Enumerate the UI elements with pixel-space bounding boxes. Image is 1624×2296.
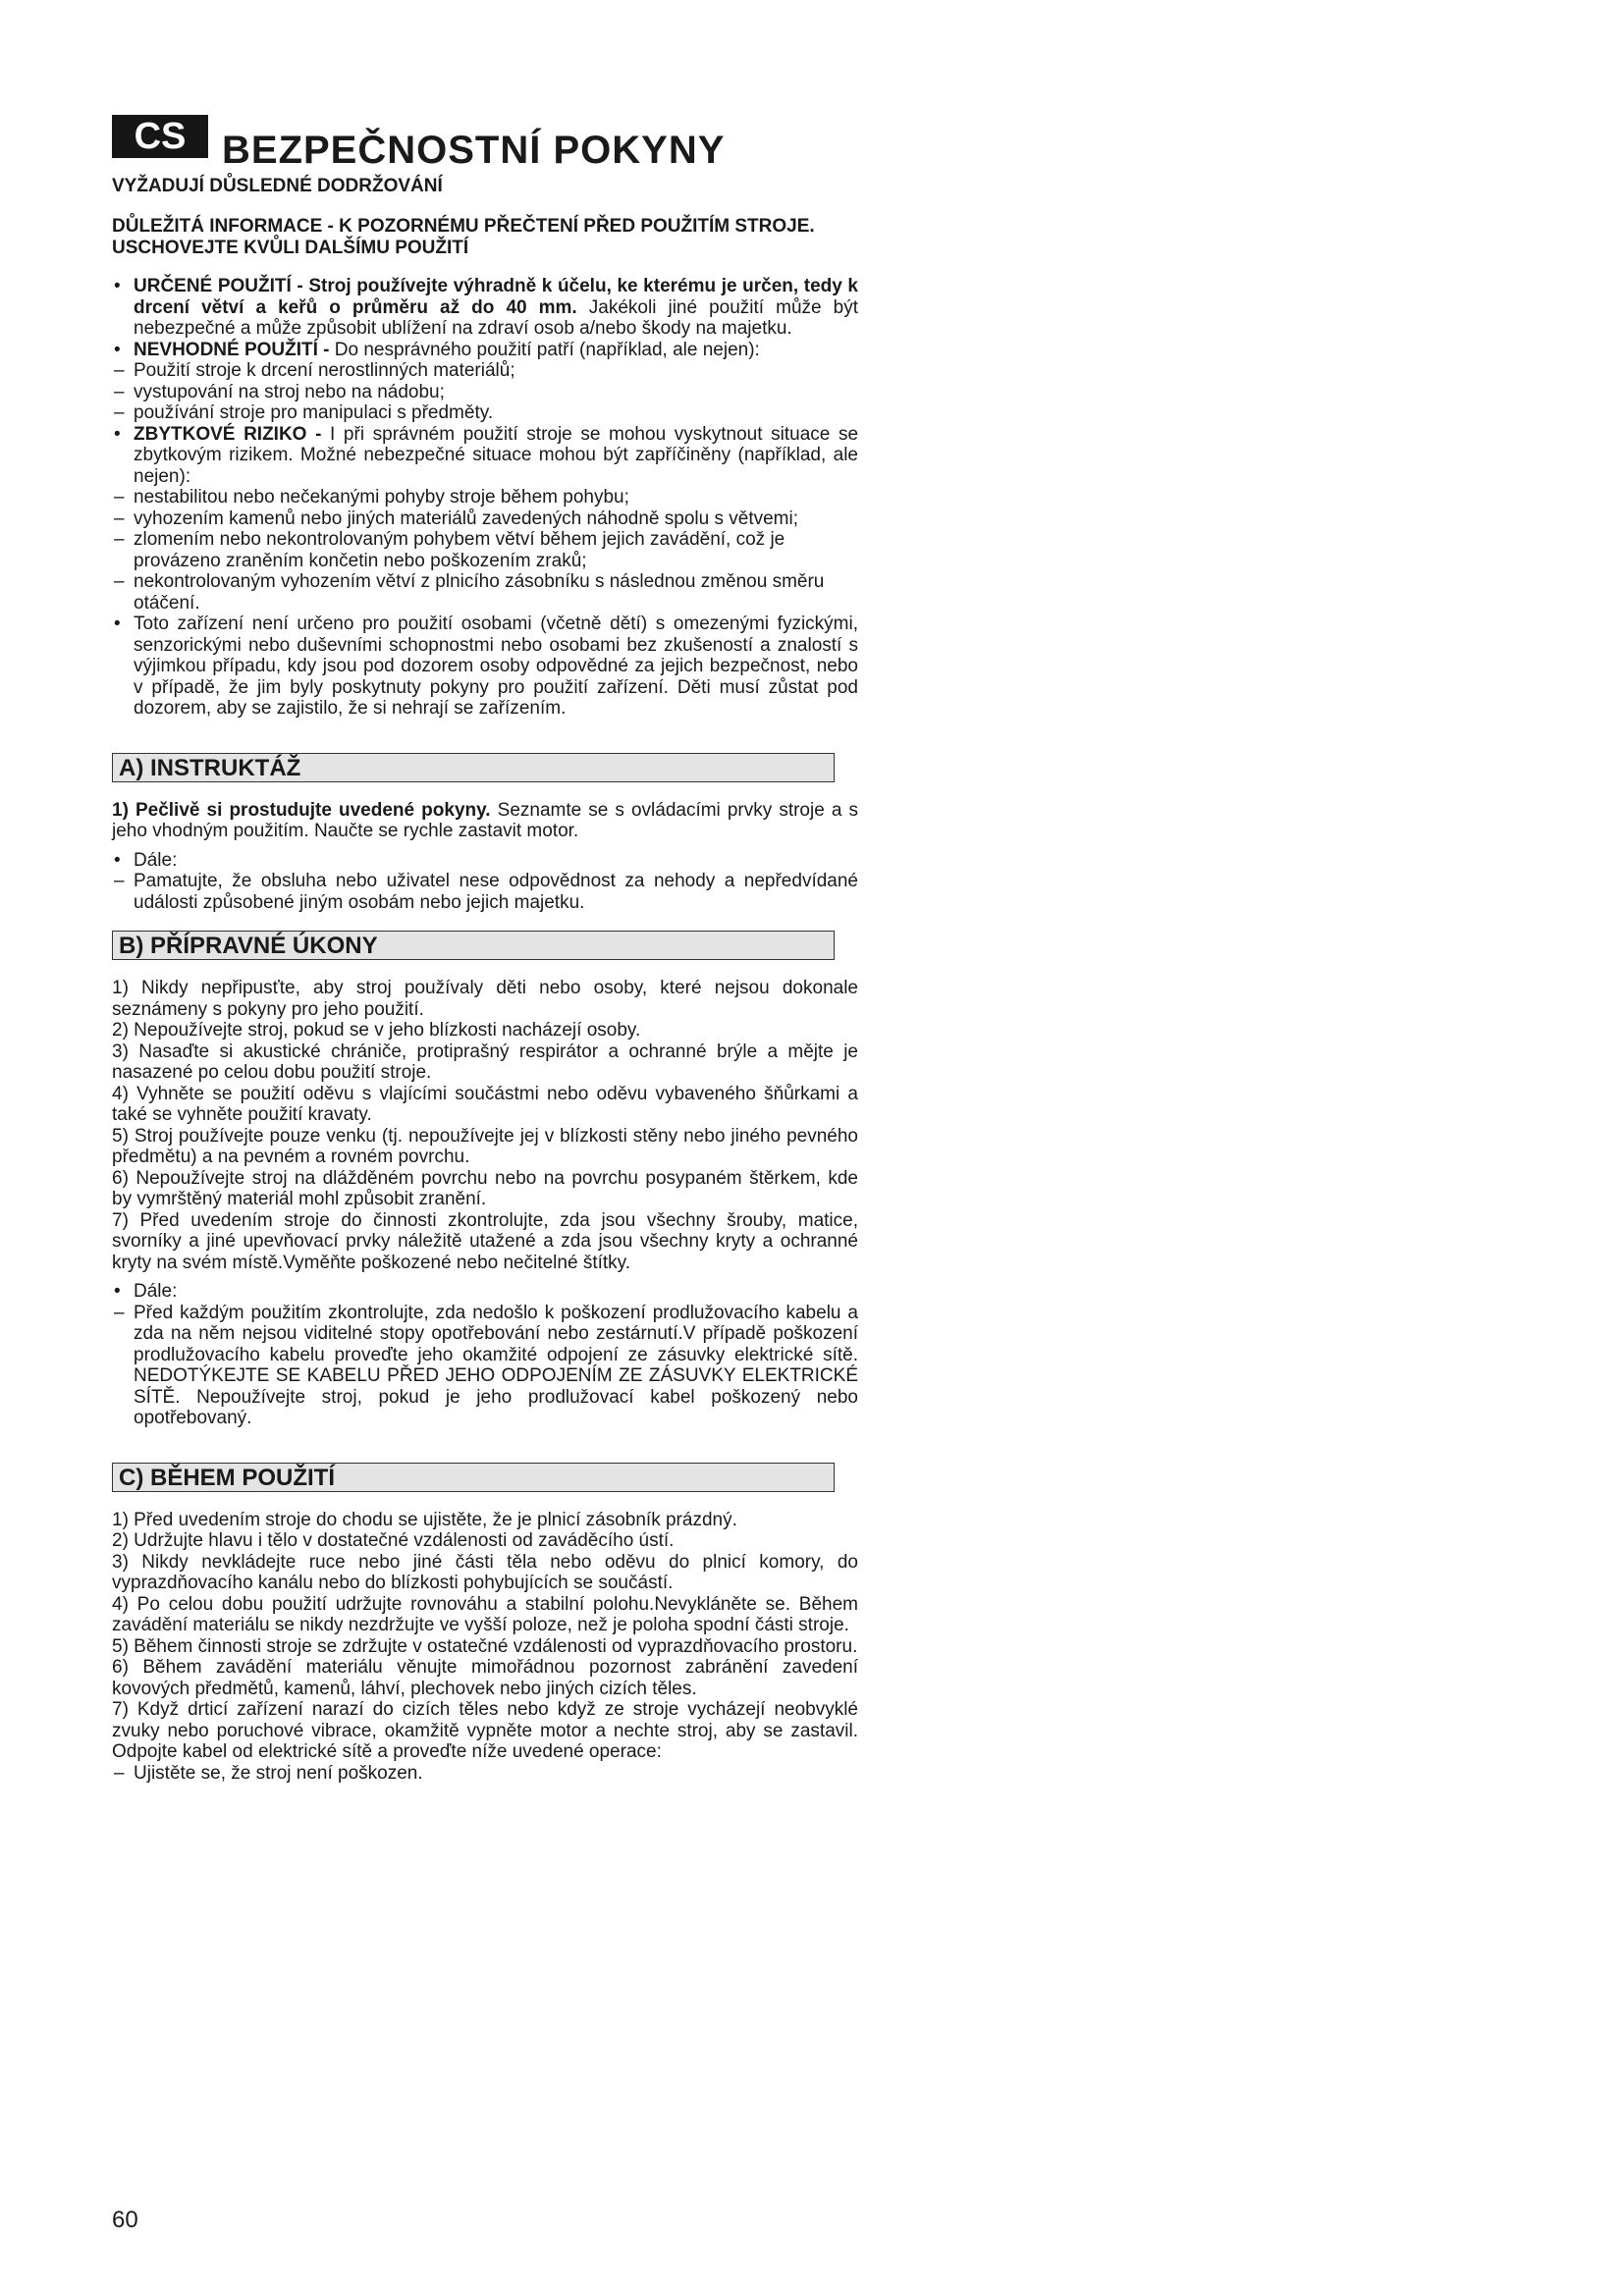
document-subtitle: VYŽADUJÍ DŮSLEDNÉ DODRŽOVÁNÍ [112, 176, 443, 196]
numbered-item: 7) Před uvedením stroje do činnosti zkontrolujte, zda jsou všechny šrouby, matice, svorníky a jiné upevňovací prvky náležitě utažené a zda jsou všechny kryty a ochranné kryty na svém místě.Vyměňte poškozené nebo nečitelné štítky. [112, 1209, 858, 1273]
numbered-item: 1) Nikdy nepřipusťte, aby stroj používaly děti nebo osoby, které nejsou dokonale seznámeny s pokyny pro jeho použití. [112, 978, 858, 1020]
residual-risk-text: I při správném použití stroje se mohou vyskytnout situace se zbytkovým rizikem. Možné nebezpečné situace mohou být zapříčiněny (například, ale nejen): [134, 423, 859, 487]
numbered-item: 5) Během činnosti stroje se zdržujte v ostatečné vzdálenosti od vyprazdňovacího prostoru. [112, 1635, 858, 1657]
section-heading-a: A) INSTRUKTÁŽ [112, 753, 835, 782]
page-number: 60 [112, 2207, 138, 2233]
numbered-item: 4) Po celou dobu použití udržujte rovnováhu a stabilní polohu.Nevykláněte se. Během zavádění materiálu se nikdy nezdržujte ve vyšší poloze, než je poloha spodní části stroje. [112, 1593, 858, 1635]
list-item: – nestabilitou nebo nečekanými pohyby stroje během pohybu; [112, 487, 858, 508]
list-item: – vystupování na stroj nebo na nádobu; [112, 382, 858, 403]
instruction-paragraph [112, 800, 858, 842]
residual-risk-label: ZBYTKOVÉ RIZIKO - [134, 423, 322, 445]
list-item: – Použití stroje k drcení nerostlinných materiálů; [112, 360, 858, 382]
instruction-bold: 1) Pečlivě si prostudujte uvedené pokyny. [112, 799, 491, 821]
further-label: • Dále: [112, 1281, 858, 1303]
list-item: – vyhozením kamenů nebo jiných materiálů zavedených náhodně spolu s větvemi; [112, 508, 858, 530]
section-heading-b: B) PŘÍPRAVNÉ ÚKONY [112, 931, 835, 960]
intended-use-bold: Stroj používejte výhradně k účelu, ke kterému je určen, tedy k drcení větví a keřů o průměru až do 40 mm. [134, 276, 858, 318]
cable-check-text: Před každým použitím zkontrolujte, zda nedošlo k poškození prodlužovacího kabelu a zda na něm nejsou viditelné stopy opotřebování nebo zestárnutí.V případě poškození prodlužovacího kabelu proveďte jeho okamžité odpojení ze zásuvky elektrické sítě. [134, 1302, 858, 1365]
document-title: BEZPEČNOSTNÍ POKYNY [222, 129, 726, 172]
cable-warning-caps: NEDOTÝKEJTE SE KABELU PŘED JEHO ODPOJENÍM ZE ZÁSUVKY ELEKTRICKÉ SÍTĚ. [134, 1365, 858, 1408]
numbered-item: 1) Před uvedením stroje do chodu se ujistěte, že je plnicí zásobník prázdný. [112, 1509, 737, 1530]
cable-check-text-end: Nepoužívejte stroj, pokud je jeho prodlužovací kabel poškozený nebo opotřebovaný. [134, 1386, 858, 1428]
improper-use-text: Do nesprávného použití patří (například, ale nejen): [334, 339, 760, 360]
intended-use-item [112, 276, 858, 340]
numbered-item: 5) Stroj používejte pouze venku (tj. nepoužívejte jej v blízkosti stěny nebo jiného pevného předmětu) a na pevném a rovném povrchu. [112, 1125, 858, 1167]
numbered-item: 7) Když drticí zařízení narazí do cizích těles nebo když ze stroje vycházejí neobvyklé zvuky nebo poruchové vibrace, okamžitě vypněte motor a nechte stroj, aby se zastavil. Odpojte kabel od elektrické sítě a proveďte níže uvedené operace: [112, 1699, 858, 1762]
instruction-text: Seznamte se s ovládacími prvky stroje a s jeho vhodným použitím. Naučte se rychle zastavit motor. [112, 799, 858, 841]
further-label: • Dále: [112, 850, 858, 872]
improper-use-label: NEVHODNÉ POUŽITÍ - [134, 339, 330, 360]
numbered-item: 2) Nepoužívejte stroj, pokud se v jeho blízkosti nacházejí osoby. [112, 1020, 641, 1041]
residual-risk-item [112, 424, 858, 488]
page-header [112, 115, 866, 196]
list-item: – používání stroje pro manipulaci s předměty. [112, 402, 858, 424]
list-item: – zlomením nebo nekontrolovaným pohybem větví během jejich zavádění, což je provázeno zraněním končetin nebo poškozením zraků; [112, 529, 858, 571]
list-item [112, 1303, 858, 1429]
intended-use-label: URČENÉ POUŽITÍ - [134, 276, 303, 296]
left-body [112, 216, 858, 1784]
numbered-item: 6) Během zavádění materiálu věnujte mimořádnou pozornost zabránění zavedení kovových předmětů, kamenů, láhví, plechovek nebo jiných cizích těles. [112, 1657, 858, 1699]
numbered-item: 6) Nepoužívejte stroj na dlážděném povrchu nebo na povrchu posypaném štěrkem, kde by vymrštěný materiál mohl způsobit zranění. [112, 1167, 858, 1209]
intended-use-text: Jakékoli jiné použití může být nebezpečné a může způsobit ublížení na zdraví osob a/nebo škody na majetku. [134, 296, 859, 339]
important-notice: DŮLEŽITÁ INFORMACE - K POZORNÉMU PŘEČTENÍ PŘED POUŽITÍM STROJE. USCHOVEJTE KVŮLI DALŠÍMU POUŽITÍ [112, 216, 815, 258]
numbered-item: 2) Udržujte hlavu i tělo v dostatečné vzdálenosti od zaváděcího ústí. [112, 1530, 675, 1551]
numbered-item: 3) Nasaďte si akustické chrániče, protiprašný respirátor a ochranné brýle a mějte je nasazené po celou dobu použití stroje. [112, 1041, 858, 1083]
language-badge: CS [112, 115, 208, 158]
section-heading-c: C) BĚHEM POUŽITÍ [112, 1463, 835, 1492]
list-item: – Ujistěte se, že stroj není poškozen. [112, 1763, 858, 1785]
list-item: – nekontrolovaným vyhozením větví z plnicího zásobníku s následnou změnou směru otáčení. [112, 571, 858, 614]
improper-use-item [112, 340, 858, 361]
restricted-persons-item: • Toto zařízení není určeno pro použití osobami (včetně dětí) s omezenými fyzickými, senzorickými nebo duševními schopnostmi nebo osobami bez zkušeností a znalostí s výjimkou případu, kdy jsou pod dozorem osoby odpovědné za jejich bezpečnost, nebo v případě, že jim byly poskytnuty pokyny pro použití zařízení. Děti musí zůstat pod dozorem, aby se zajistilo, že si nehrají se zařízením. [112, 614, 858, 720]
list-item: – Pamatujte, že obsluha nebo uživatel nese odpovědnost za nehody a nepředvídané události způsobené jiným osobám nebo jejich majetku. [112, 871, 858, 913]
numbered-item: 4) Vyhněte se použití oděvu s vlajícími součástmi nebo oděvu vybaveného šňůrkami a také se vyhněte použití kravaty. [112, 1083, 858, 1125]
numbered-item: 3) Nikdy nevkládejte ruce nebo jiné části těla nebo oděvu do plnicí komory, do vyprazdňovacího kanálu nebo do blízkosti pohybujících se součástí. [112, 1551, 858, 1593]
intro-list [112, 276, 858, 720]
